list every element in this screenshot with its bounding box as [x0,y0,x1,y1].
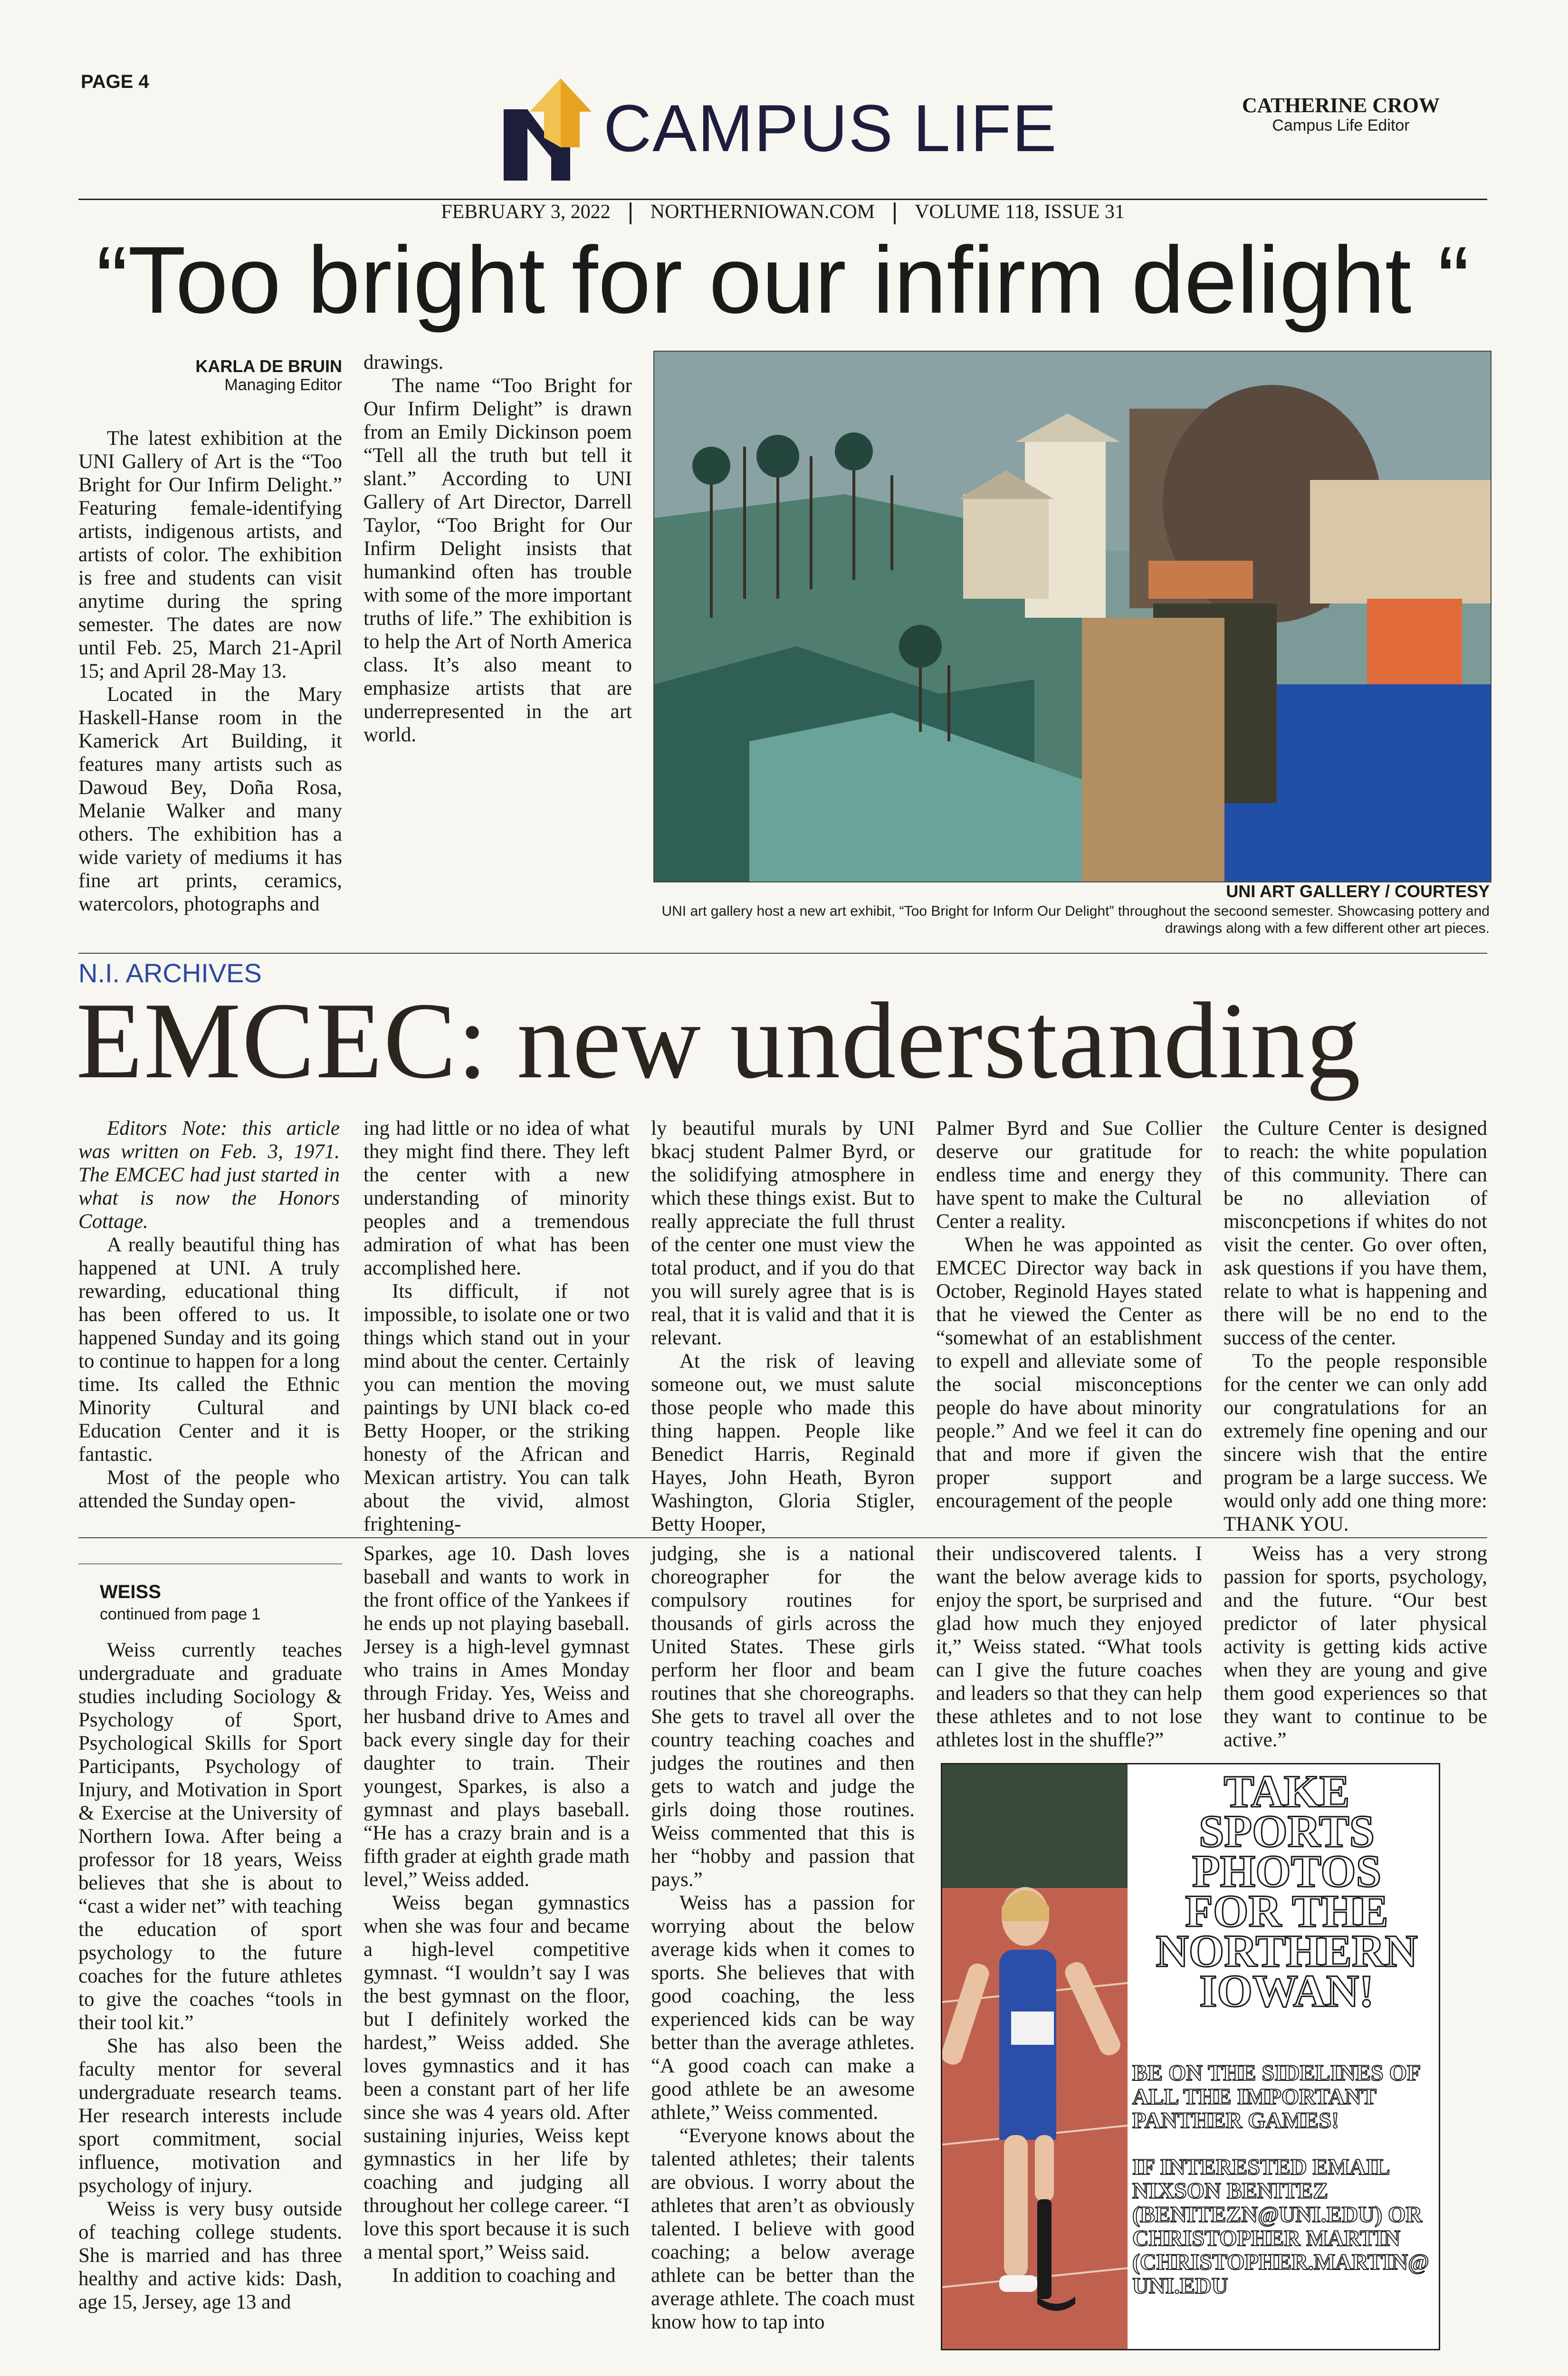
author-name: KARLA DE BRUIN [195,356,342,376]
article-column [1224,1117,1487,1536]
paragraph: To the people responsible for the center we can only add our congratulations for an extremely fine opening and our sincere wish that the entire program be a large success. We would only add one thing more: THANK YOU. [1224,1350,1487,1535]
ad-body [1132,2061,1432,2321]
byline [78,356,342,394]
paragraph: Weiss began gymnastics when she was four and became a high-level competitive gymnast. “I wouldn’t say I was the best gymnast on the floor, but I definitely worked the hardest,” Weiss added. She loves gymnastics and it has been a constant part of her life since she was 4 years old. After sustaining injuries, Weiss kept gymnastics in her life by coaching and judging all throughout her college career. “I love this sport because it is such a mental sport,” Weiss said. [363,1892,630,2263]
section-editor [1242,94,1440,135]
ad-line: BE ON THE SIDELINES OF ALL THE IMPORTANT PANTHER GAMES! [1132,2060,1420,2133]
paragraph: ly beautiful murals by UNI bkacj student Palmer Byrd, or the solidifying atmosphere in which these things exist. But to really appreciate the full thrust of the center one must view the total product, and if you do that you will surely agree that is is real, that it is valid and that it is relevant. [651,1117,915,1349]
recruitment-ad [941,1763,1440,2350]
editor-role: Campus Life Editor [1272,116,1410,135]
divider [894,202,896,224]
ad-headline: TAKE SPORTS PHOTOS FOR THE NORTHERN IOWAN! [1156,1766,1418,2016]
paragraph: She has also been the faculty mentor for several undergraduate research teams. Her research interests include sport commitment, social influence, motivation and psychology of injury. [78,2035,342,2197]
runner-photo [942,1764,1128,2349]
paragraph: Located in the Mary Haskell-Hanse room in the Kamerick Art Building, it features many artists such as Dawoud Bey, Doña Rosa, Melanie Walker and many others. The exhibition has a wide variety of mediums it has fine art prints, ceramics, watercolors, photographs and [78,683,342,916]
paragraph: Weiss currently teaches undergraduate and graduate studies including Sociology & Psychology of Sport, Psychological Skills for Sport Participants, Psychology of Injury, and Motivation in Sport & Exercise at the University of Northern Iowa. After being a professor for 18 years, Weiss believes that she is about to “cast a wider net” with teaching the education of sport psychology to the future coaches for the future athletes to give the coaches “tools in their tool kit.” [78,1639,342,2034]
ad-contact[interactable]: IF INTERESTED EMAIL NIXSON BENITEZ (BENITEZN@UNI.EDU) OR CHRISTOPHER MARTIN (CHRISTOPHER.MARTIN@ UNI.EDU [1132,2155,1429,2299]
paragraph: “Everyone knows about the talented athletes; their talents are obvious. I worry about the athletes that aren’t as obviously talented. I believe with good coaching; a below average athlete can be better than the average athlete. The coach must know how to tap into [651,2125,915,2333]
paragraph: Its difficult, if not impossible, to isolate one or two things which stand out in your mind about the center. Certainly you can mention the moving paintings by UNI black co-ed Betty Hooper, or the striking honesty of the African and Mexican artistry. You can talk about the vivid, almost frightening- [363,1280,630,1535]
article-column [363,1117,630,1536]
photo-caption: UNI art gallery host a new art exhibit, “Too Bright for Inform Our Delight” throughout the secoond semester. Showcasing pottery and drawings along with a few different other art pieces. [661,903,1490,936]
volume-issue: VOLUME 118, ISSUE 31 [915,201,1125,223]
paragraph: The latest exhibition at the UNI Gallery of Art is the “Too Bright for Our Infirm Delight.” Featuring female-identifying artists, indigenous artists, and artists of color. The exhibition is free and students can visit anytime during the spring semester. The dates are now until Feb. 25, March 21-April 15; and April 28-May 13. [78,427,342,683]
jump-rule [78,1563,342,1564]
article-column [78,1117,340,1513]
paragraph: At the risk of leaving someone out, we must salute those people who made this thing happen. People like Benedict Harris, Reginald Hayes, John Heath, Byron Washington, Gloria Stigler, Betty Hooper, [651,1350,915,1535]
paragraph: their undiscovered talents. I want the below average kids to enjoy the sport, be surprised and glad how much they enjoyed it,” Weiss stated. “What tools can I give the future coaches and leaders so that they can help these athletes and to not lose athletes lost in the shuffle?” [936,1542,1202,1751]
section-divider [78,1537,1487,1538]
jump-heading: WEISS [100,1581,161,1602]
article-column [78,356,342,916]
article-column [363,1542,630,2287]
article-column [363,351,632,747]
article-headline: EMCEC: new understanding [76,980,1362,1101]
editors-note: Editors Note: this article was written on Feb. 3, 1971. The EMCEC had just started in what is now the Honors Cottage. [78,1117,340,1233]
issue-date: FEBRUARY 3, 2022 [441,201,611,223]
article-column [651,1542,915,2334]
paragraph: The name “Too Bright for Our Infirm Delight” is drawn from an Emily Dickinson poem “Tell all the truth but tell it slant.” According to UNI Gallery of Art Director, Darrell Taylor, “Too Bright for Our Infirm Delight insists that humankind often has trouble with some of the more important truths of life.” The exhibition is to help the Art of North America class. It’s also meant to emphasize artists that are underrepresented in the art world. [363,374,632,746]
website-link[interactable]: NORTHERNIOWAN.COM [650,201,875,223]
section-divider [78,953,1487,954]
article-column [1224,1542,1487,1752]
paragraph: When he was appointed as EMCEC Director way back in October, Reginold Hayes stated that he viewed the Center as “somewhat of an establishment to expell and alleviate some of the social misconceptions people do have about minority people.” And we feel it can do that and more if given the proper support and encouragement of the people [936,1234,1202,1512]
exhibit-artwork-photo [653,351,1492,882]
paragraph: A really beautiful thing has happened at UNI. A truly rewarding, educational thing has been offered to us. It happened Sunday and its going to continue to happen for a long time. Its called the Ethnic Minority Cultural and Education Center and it is fantastic. [78,1234,340,1466]
divider [630,202,631,224]
article-column [651,1117,915,1536]
paragraph: Palmer Byrd and Sue Collier deserve our gratitude for endless time and energy they have spent to make the Cultural Center a reality. [936,1117,1202,1233]
paragraph: Sparkes, age 10. Dash loves baseball and wants to work in the front office of the Yankees if he ends up not playing baseball. Jersey is a high-level gymnast who trains in Ames Monday through Friday. Yes, Weiss and her husband drive to Ames and back every single day for their daughter to train. Their youngest, Sparkes, is also a gymnast and plays baseball. “He has a crazy brain and is a fifth grader at eighth grade math level,” Weiss added. [363,1542,630,1891]
paragraph: judging, she is a national choreographer for the compulsory routines for thousands of girls across the United States. These girls perform her floor and beam routines that she choreographs. She gets to travel all over the country teaching coaches and judges the routines and then gets to watch and judge the girls doing those routines. Weiss commented that this is her “hobby and passion that pays.” [651,1542,915,1891]
article-column [936,1117,1202,1513]
dateline [78,199,1487,224]
paragraph: Weiss has a passion for worrying about the below average kids when it comes to sports. She believes that with good coaching, the less experienced kids can be way better than the average athletes. “A good coach can make a good athlete be an awesome athlete,” Weiss commented. [651,1892,915,2124]
article-column [936,1542,1202,1752]
photo-credit: UNI ART GALLERY / COURTESY [1226,881,1490,901]
archive-kicker: N.I. ARCHIVES [78,958,262,988]
paragraph: In addition to coaching and [392,2264,616,2287]
paragraph: Weiss has a very strong passion for sports, psychology, and the future. “Our best predictor of later physical activity is getting kids active when they are young and give them good experiences so that they want to continue to be active.” [1224,1542,1487,1751]
paragraph: drawings. [363,351,444,374]
jump-continued-from: continued from page 1 [100,1605,261,1623]
paragraph: the Culture Center is designed to reach: the white population of this community. There can be no alleviation of misconcpetions if whites do not visit the center. Go over often, ask questions if you have them, relate to what is happening and there will be no end to the success of the center. [1224,1117,1487,1349]
paragraph: Weiss is very busy outside of teaching college students. She is married and has three healthy and active kids: Dash, age 15, Jersey, age 13 and [78,2198,342,2313]
section-title: CAMPUS LIFE [603,91,1058,165]
author-role: Managing Editor [224,376,342,394]
paragraph: ing had little or no idea of what they might find there. They left the center with a new understanding of minority peoples and a tremendous admiration of what has been accomplished here. [363,1117,630,1279]
editor-name: CATHERINE CROW [1242,94,1440,117]
article-column [78,1638,342,2314]
page-number: PAGE 4 [81,71,149,92]
paragraph: Most of the people who attended the Sunday open- [78,1466,340,1512]
article-headline: “Too bright for our infirm delight “ [96,227,1470,333]
newspaper-logo [499,76,594,185]
